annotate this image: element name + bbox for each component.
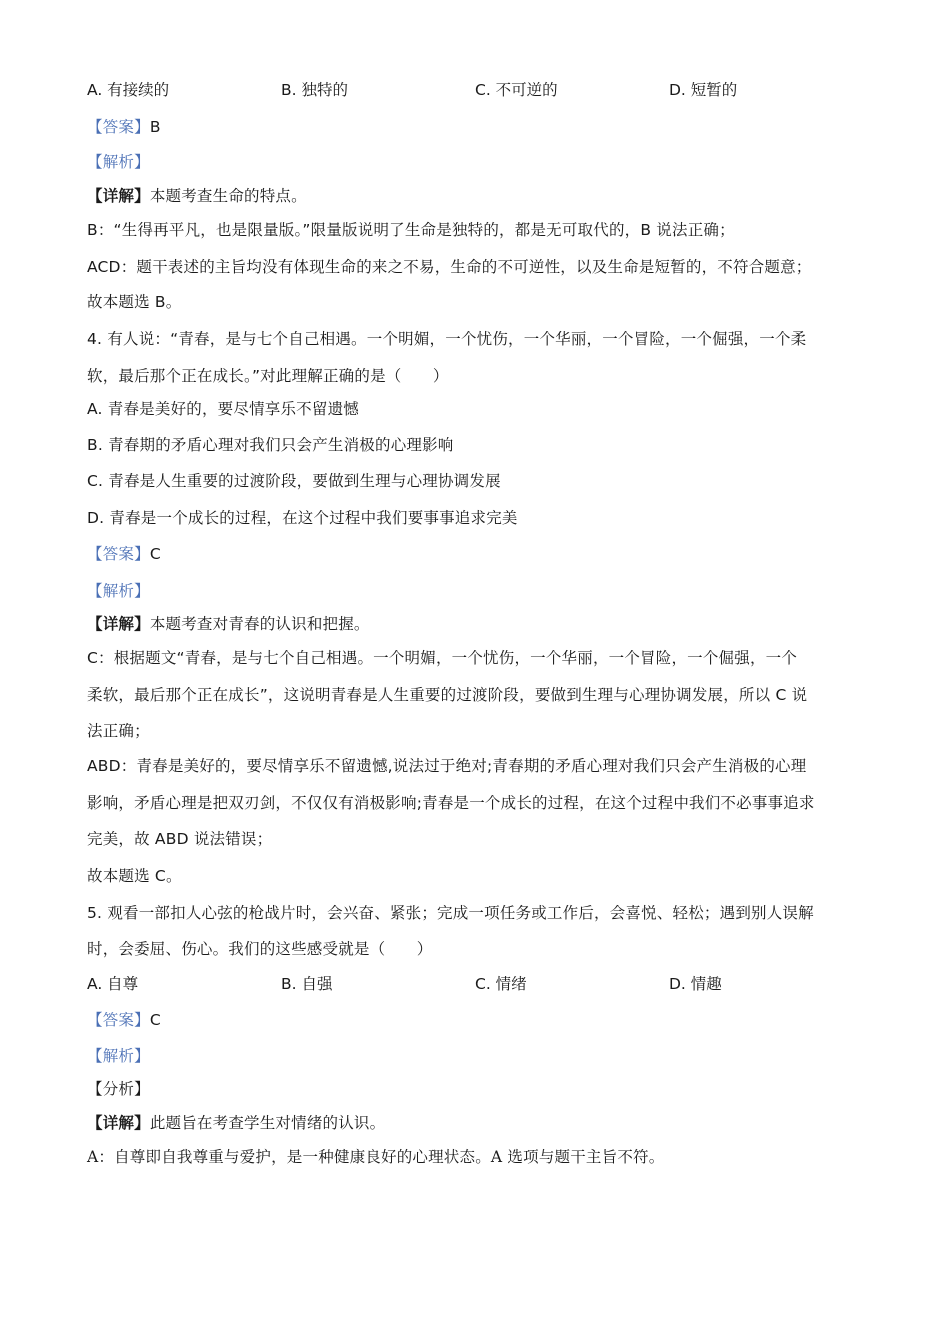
option-b: B. 青春期的矛盾心理对我们只会产生消极的心理影响 <box>87 436 454 454</box>
option-c: C. 情绪 <box>475 975 527 993</box>
conclusion-line: 故本题选 B。 <box>87 293 182 311</box>
option-d: D. 青春是一个成长的过程，在这个过程中我们要事事追求完美 <box>87 509 518 527</box>
detail-tag: 【详解】 <box>87 1114 150 1132</box>
detail-line <box>87 186 307 206</box>
answer-tag: 【答案】 <box>87 1011 150 1029</box>
answer-tag: 【答案】 <box>87 545 150 563</box>
detail-text: 本题考查生命的特点。 <box>149 187 307 205</box>
explanation-line: ABD：青春是美好的，要尽情享乐不留遗憾,说法过于绝对;青春期的矛盾心理对我们只会产生消极的心理 <box>87 757 807 775</box>
option-c: C. 不可逆的 <box>475 81 558 99</box>
option-d: D. 情趣 <box>669 975 722 993</box>
explanation-line: C：根据题文“青春，是与七个自己相遇。一个明媚，一个忧伤，一个华丽，一个冒险，一个倔强，一个 <box>87 649 798 667</box>
option-b: B. 自强 <box>281 975 333 993</box>
option-c: C. 青春是人生重要的过渡阶段，要做到生理与心理协调发展 <box>87 472 501 490</box>
detail-line <box>87 1113 385 1133</box>
detail-line <box>87 614 370 634</box>
question-stem: 时，会委屈、伤心。我们的这些感受就是（ ） <box>87 940 433 958</box>
option-a: A. 青春是美好的，要尽情享乐不留遗憾 <box>87 400 359 418</box>
question-stem: 5. 观看一部扣人心弦的枪战片时，会兴奋、紧张；完成一项任务或工作后，会喜悦、轻松；遇到别人误解 <box>87 904 814 922</box>
option-a: A. 有接续的 <box>87 81 170 99</box>
detail-text: 本题考查对青春的认识和把握。 <box>149 615 370 633</box>
detail-tag: 【详解】 <box>87 615 150 633</box>
explanation-line: 完美，故 ABD 说法错误； <box>87 830 273 848</box>
explanation-line: B：“生得再平凡，也是限量版。”限量版说明了生命是独特的，都是无可取代的，B 说法正确； <box>87 221 735 239</box>
analysis-tag: 【解析】 <box>87 582 150 600</box>
answer-tag: 【答案】 <box>87 118 150 136</box>
answer-value: C <box>149 545 161 563</box>
answer-line <box>87 117 161 137</box>
explanation-line: ACD：题干表述的主旨均没有体现生命的来之不易，生命的不可逆性，以及生命是短暂的，不符合题意； <box>87 258 812 276</box>
analysis-tag: 【解析】 <box>87 153 150 171</box>
explanation-line: 柔软，最后那个正在成长”，这说明青春是人生重要的过渡阶段，要做到生理与心理协调发展，所以 C 说 <box>87 686 808 704</box>
explanation-line: A：自尊即自我尊重与爱护，是一种健康良好的心理状态。A 选项与题干主旨不符。 <box>87 1148 665 1166</box>
answer-line <box>87 1010 161 1030</box>
answer-line <box>87 544 161 564</box>
analysis-tag: 【解析】 <box>87 1047 150 1065</box>
option-b: B. 独特的 <box>281 81 348 99</box>
explanation-line: 影响，矛盾心理是把双刃剑，不仅仅有消极影响;青春是一个成长的过程，在这个过程中我们不必事事追求 <box>87 794 815 812</box>
detail-text: 此题旨在考查学生对情绪的认识。 <box>149 1114 386 1132</box>
detail-tag: 【详解】 <box>87 187 150 205</box>
answer-value: C <box>149 1011 161 1029</box>
conclusion-line: 故本题选 C。 <box>87 867 182 885</box>
question-stem: 4. 有人说：“青春，是与七个自己相遇。一个明媚，一个忧伤，一个华丽，一个冒险，一个倔强，一个柔 <box>87 330 807 348</box>
answer-value: B <box>149 118 161 136</box>
explanation-line: 法正确； <box>87 722 150 740</box>
option-d: D. 短暂的 <box>669 81 738 99</box>
option-a: A. 自尊 <box>87 975 139 993</box>
fenxi-tag: 【分析】 <box>87 1080 150 1098</box>
question-stem: 软，最后那个正在成长。”对此理解正确的是（ ） <box>87 367 449 385</box>
